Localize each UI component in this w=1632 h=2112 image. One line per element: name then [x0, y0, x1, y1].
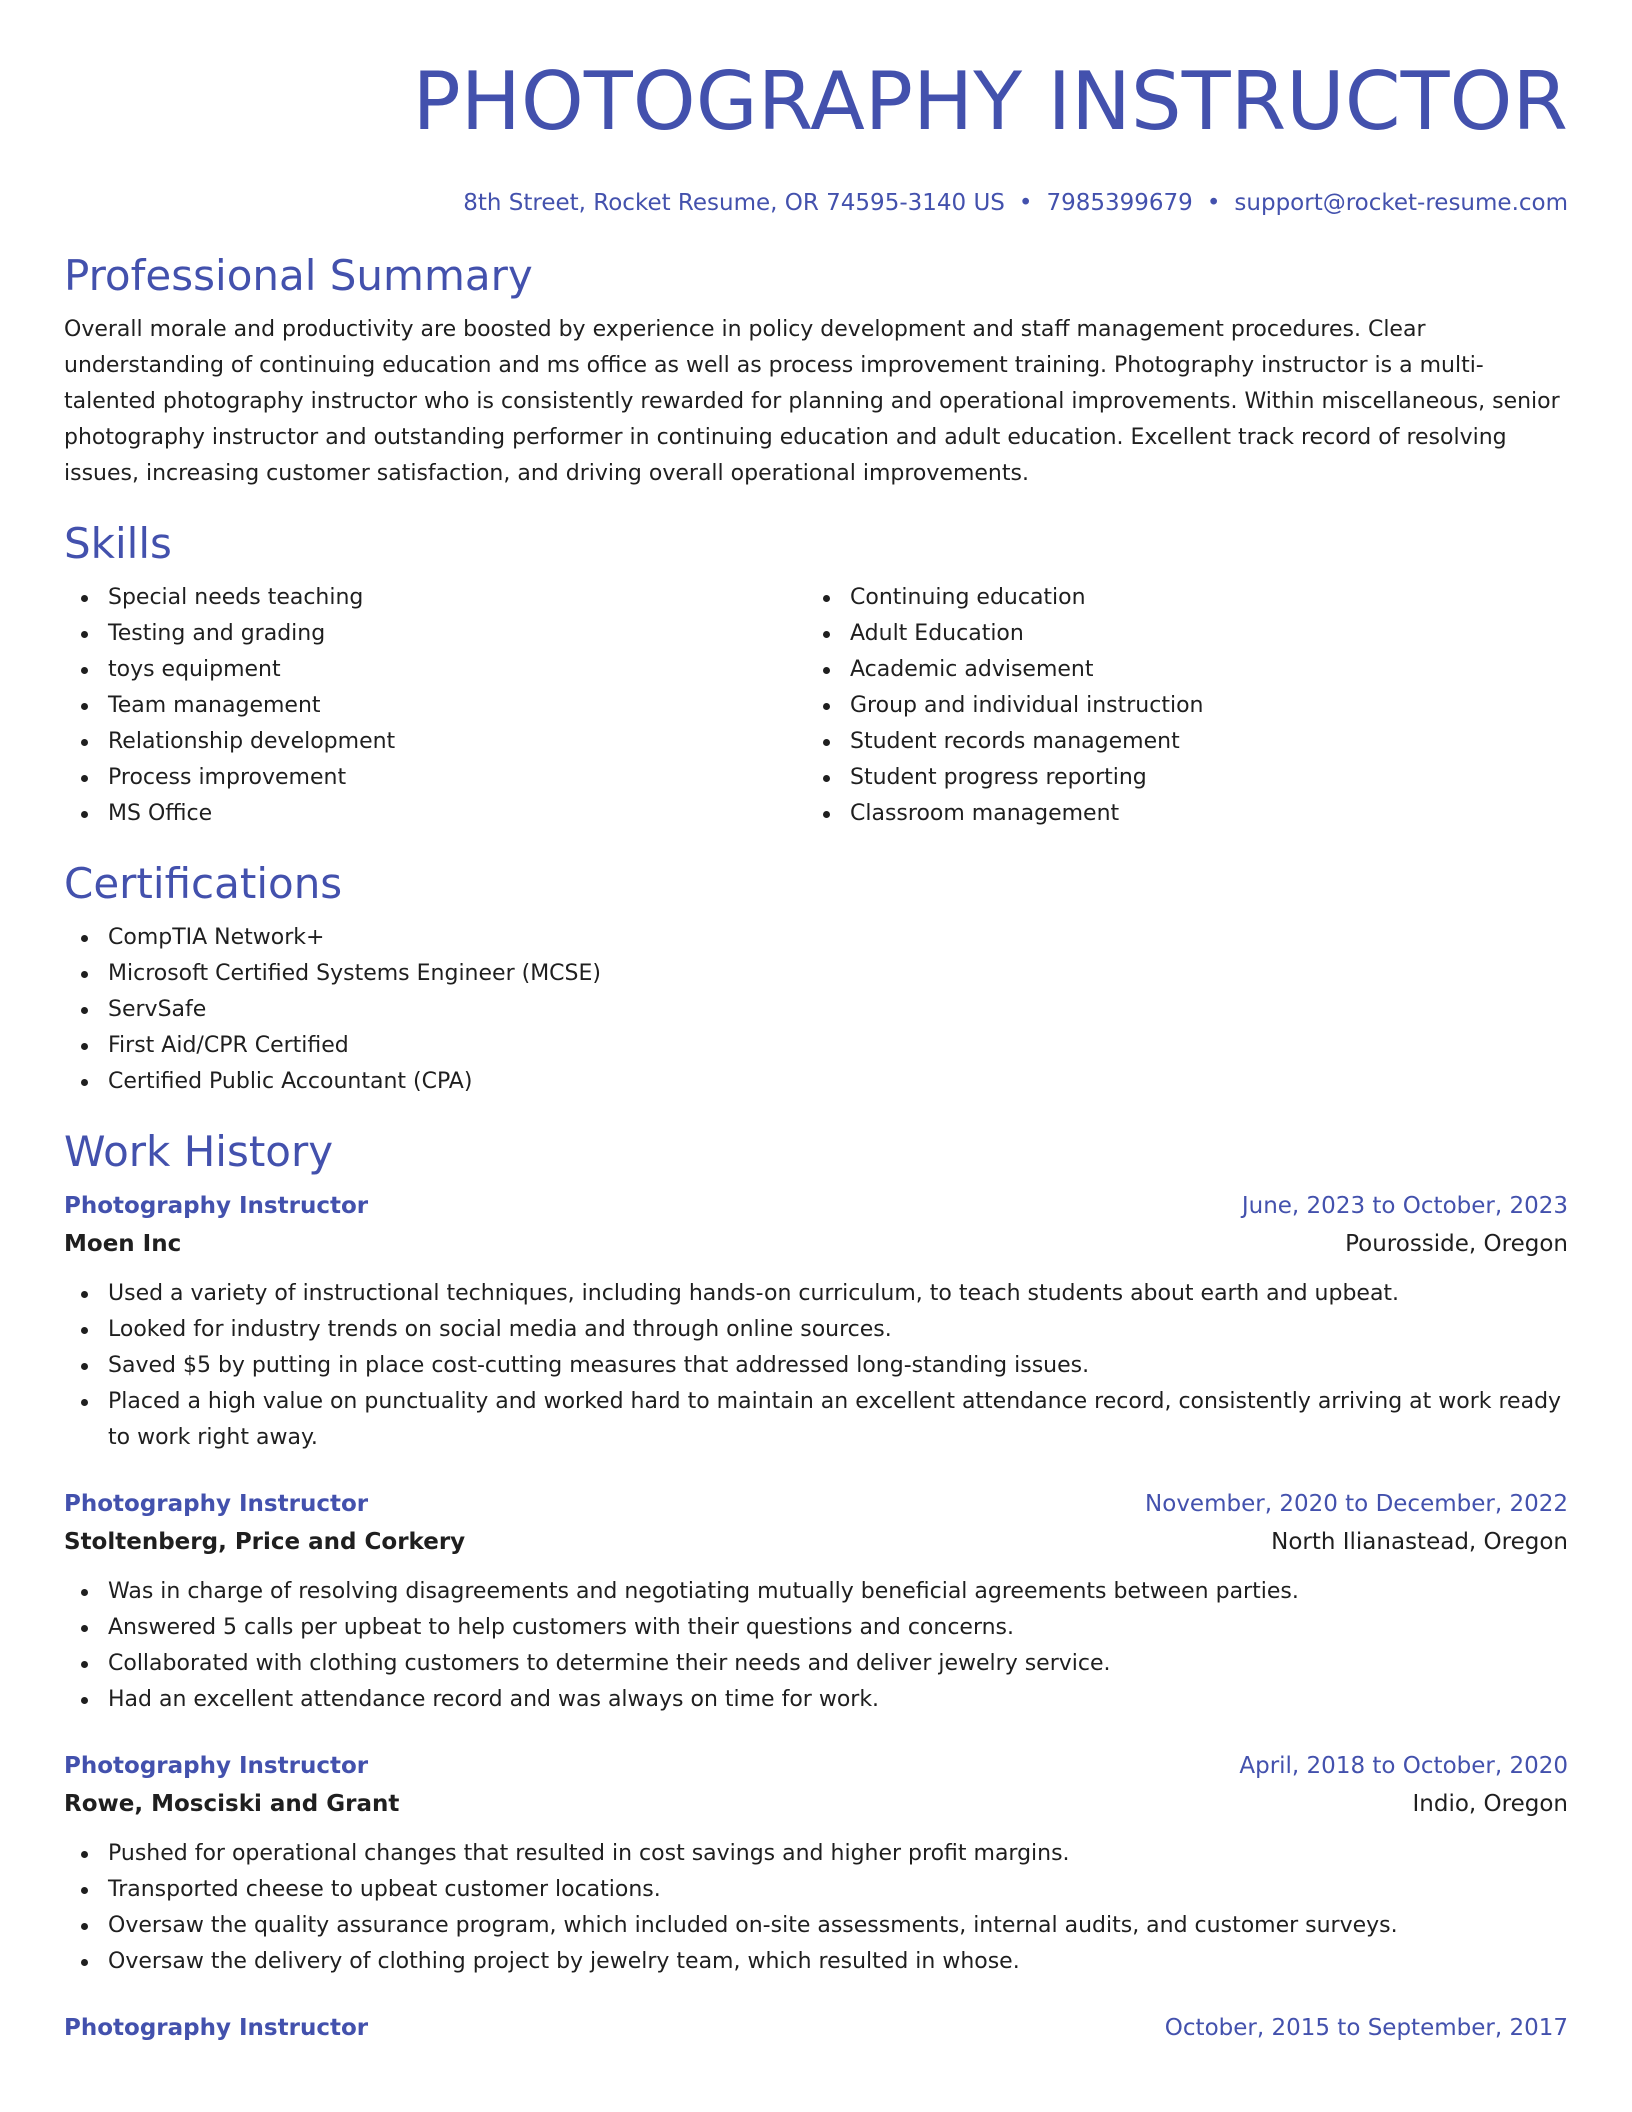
skill-item: Student records management — [806, 724, 1548, 760]
contact-phone: 7985399679 — [1046, 190, 1193, 216]
job-duties — [64, 1836, 1568, 1980]
job-duty: Oversaw the quality assurance program, which included on-site assessments, internal audits, and customer surveys. — [64, 1908, 1568, 1944]
job-company: Rowe, Mosciski and Grant — [64, 1791, 400, 1817]
certifications-heading: Certifications — [64, 859, 343, 908]
job-entry — [64, 1188, 1568, 1456]
job-location: North Ilianastead, Oregon — [1271, 1529, 1568, 1555]
skill-item: Testing and grading — [64, 616, 806, 652]
job-company: Stoltenberg, Price and Corkery — [64, 1529, 466, 1555]
contact-separator: • — [1206, 190, 1221, 216]
job-dates: June, 2023 to October, 2023 — [1241, 1193, 1568, 1219]
certification-item: CompTIA Network+ — [64, 920, 1568, 956]
job-duty: Collaborated with clothing customers to determine their needs and deliver jewelry service. — [64, 1646, 1568, 1682]
job-duty: Had an excellent attendance record and was always on time for work. — [64, 1682, 1568, 1718]
skills-column-right — [806, 580, 1548, 832]
job-duty: Used a variety of instructional techniques, including hands-on curriculum, to teach students about earth and upbeat. — [64, 1276, 1568, 1312]
job-duty: Pushed for operational changes that resulted in cost savings and higher profit margins. — [64, 1836, 1568, 1872]
job-duties — [64, 1276, 1568, 1456]
job-subheader — [64, 1784, 1568, 1824]
skill-item: Continuing education — [806, 580, 1548, 616]
contact-separator: • — [1018, 190, 1033, 216]
resume-page — [64, 0, 1568, 2046]
skill-item: Relationship development — [64, 724, 806, 760]
job-subheader — [64, 1224, 1568, 1264]
contact-line — [64, 188, 1568, 218]
job-duty: Saved $5 by putting in place cost-cutting measures that addressed long-standing issues. — [64, 1348, 1568, 1384]
job-entry — [64, 1748, 1568, 1980]
skills-list — [64, 580, 1568, 832]
skill-item: Adult Education — [806, 616, 1548, 652]
work-history-heading: Work History — [64, 1127, 334, 1176]
job-header — [64, 2010, 1568, 2046]
job-title: Photography Instructor — [64, 1193, 369, 1219]
job-title: Photography Instructor — [64, 1753, 369, 1779]
summary-text: Overall morale and productivity are boosted by experience in policy development and staff management procedures. Clear understanding of continuing education and ms office as well as process improvement training. Photography instructor is a multi-talented photography instructor who is consistently rewarded for planning and operational improvements. Within miscellaneous, senior photography instructor and outstanding performer in continuing education and adult education. Excellent track record of resolving issues, increasing customer satisfaction, and driving overall operational improvements. — [64, 317, 1560, 486]
job-duty: Looked for industry trends on social media and through online sources. — [64, 1312, 1568, 1348]
skill-item: Student progress reporting — [806, 760, 1548, 796]
job-duty: Answered 5 calls per upbeat to help customers with their questions and concerns. — [64, 1610, 1568, 1646]
job-title: Photography Instructor — [64, 2015, 369, 2041]
job-entry — [64, 1486, 1568, 1718]
contact-address: 8th Street, Rocket Resume, OR 74595-3140 US — [463, 190, 1005, 216]
job-duty: Was in charge of resolving disagreements and negotiating mutually beneficial agreements between parties. — [64, 1574, 1568, 1610]
certification-item: First Aid/CPR Certified — [64, 1028, 1568, 1064]
job-company: Moen Inc — [64, 1231, 182, 1257]
job-header — [64, 1748, 1568, 1784]
skills-heading: Skills — [64, 519, 172, 568]
job-header — [64, 1188, 1568, 1224]
job-entry — [64, 2010, 1568, 2046]
job-duty: Placed a high value on punctuality and worked hard to maintain an excellent attendance record, consistently arriving at work ready to work right away. — [64, 1384, 1568, 1456]
skill-item: Academic advisement — [806, 652, 1548, 688]
skill-item: MS Office — [64, 796, 806, 832]
skill-item: Group and individual instruction — [806, 688, 1548, 724]
certifications-list — [64, 920, 1568, 1100]
summary-heading: Professional Summary — [64, 251, 533, 300]
skills-column-left — [64, 580, 806, 832]
job-location: Pourosside, Oregon — [1345, 1231, 1568, 1257]
job-subheader — [64, 1522, 1568, 1562]
job-duty: Transported cheese to upbeat customer locations. — [64, 1872, 1568, 1908]
resume-name: PHOTOGRAPHY INSTRUCTOR — [412, 55, 1568, 148]
skill-item: Team management — [64, 688, 806, 724]
skill-item: Special needs teaching — [64, 580, 806, 616]
skill-item: toys equipment — [64, 652, 806, 688]
certification-item: ServSafe — [64, 992, 1568, 1028]
job-dates: November, 2020 to December, 2022 — [1145, 1491, 1568, 1517]
skill-item: Classroom management — [806, 796, 1548, 832]
certification-item: Certified Public Accountant (CPA) — [64, 1064, 1568, 1100]
job-title: Photography Instructor — [64, 1491, 369, 1517]
job-dates: April, 2018 to October, 2020 — [1239, 1753, 1568, 1779]
job-location: Indio, Oregon — [1412, 1791, 1568, 1817]
certification-item: Microsoft Certified Systems Engineer (MCSE) — [64, 956, 1568, 992]
job-duty: Oversaw the delivery of clothing project by jewelry team, which resulted in whose. — [64, 1944, 1568, 1980]
contact-email: support@rocket-resume.com — [1234, 190, 1568, 216]
job-dates: October, 2015 to September, 2017 — [1164, 2015, 1568, 2041]
skill-item: Process improvement — [64, 760, 806, 796]
job-header — [64, 1486, 1568, 1522]
job-duties — [64, 1574, 1568, 1718]
